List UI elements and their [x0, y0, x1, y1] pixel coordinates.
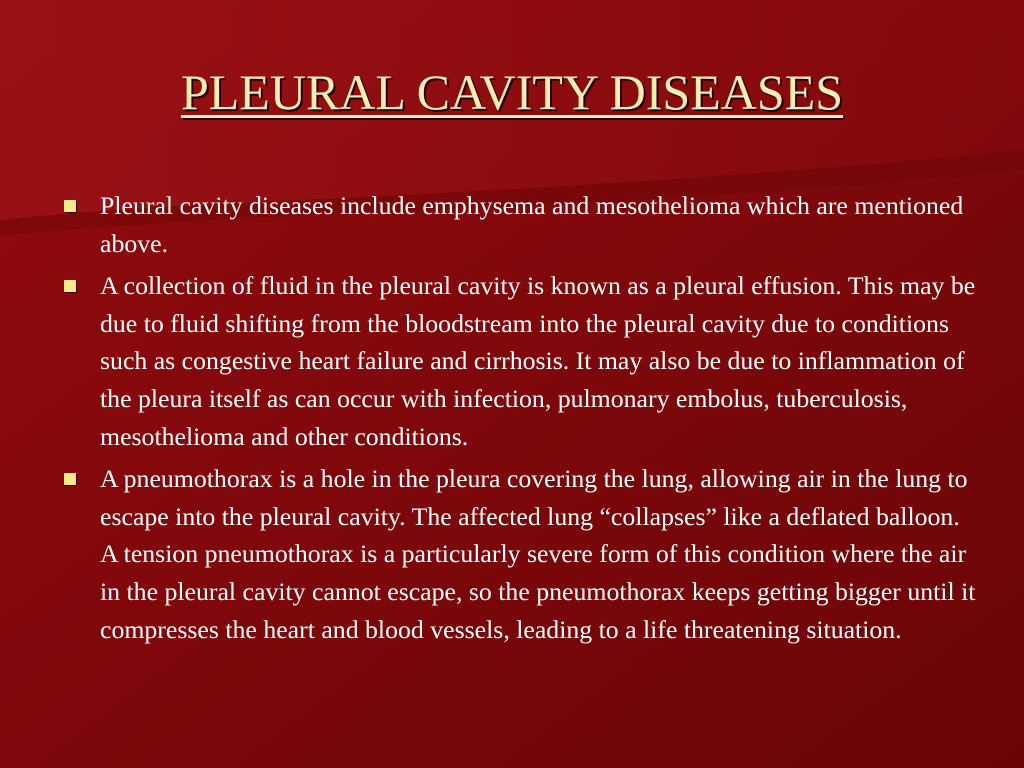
- bullet-text: A collection of fluid in the pleural cavity is known as a pleural effusion. This may be due to fluid shifting from the bloodstream into the pleural cavity due to conditions such as congestive heart failure and cirrhosis. It may also be due to inflammation of the pleura itself as can occur with infection, pulmonary embolus, tuberculosis, mesothelioma and other conditions.: [100, 271, 976, 451]
- square-bullet-icon: [64, 280, 76, 292]
- bullet-text: A pneumothorax is a hole in the pleura covering the lung, allowing air in the lung to escape into the pleural cavity. The affected lung “collapses” like a deflated balloon. A tension pneumothorax is a particularly severe form of this condition where the air in the pleural cavity cannot escape, so the pneumothorax keeps getting bigger until it compresses the heart and blood vessels, leading to a life threatening situation.: [100, 464, 976, 644]
- bullet-item-pleural-effusion: [100, 267, 980, 455]
- slide-title: PLEURAL CAVITY DISEASES: [180, 64, 844, 120]
- bullet-list: [100, 187, 980, 653]
- bullet-item-emphysema-mesothelioma: [100, 187, 980, 262]
- square-bullet-icon: [64, 200, 76, 212]
- square-bullet-icon: [64, 473, 76, 485]
- bullet-item-pneumothorax: [100, 460, 980, 648]
- bullet-text: Pleural cavity diseases include emphysema and mesothelioma which are mentioned above.: [100, 191, 964, 258]
